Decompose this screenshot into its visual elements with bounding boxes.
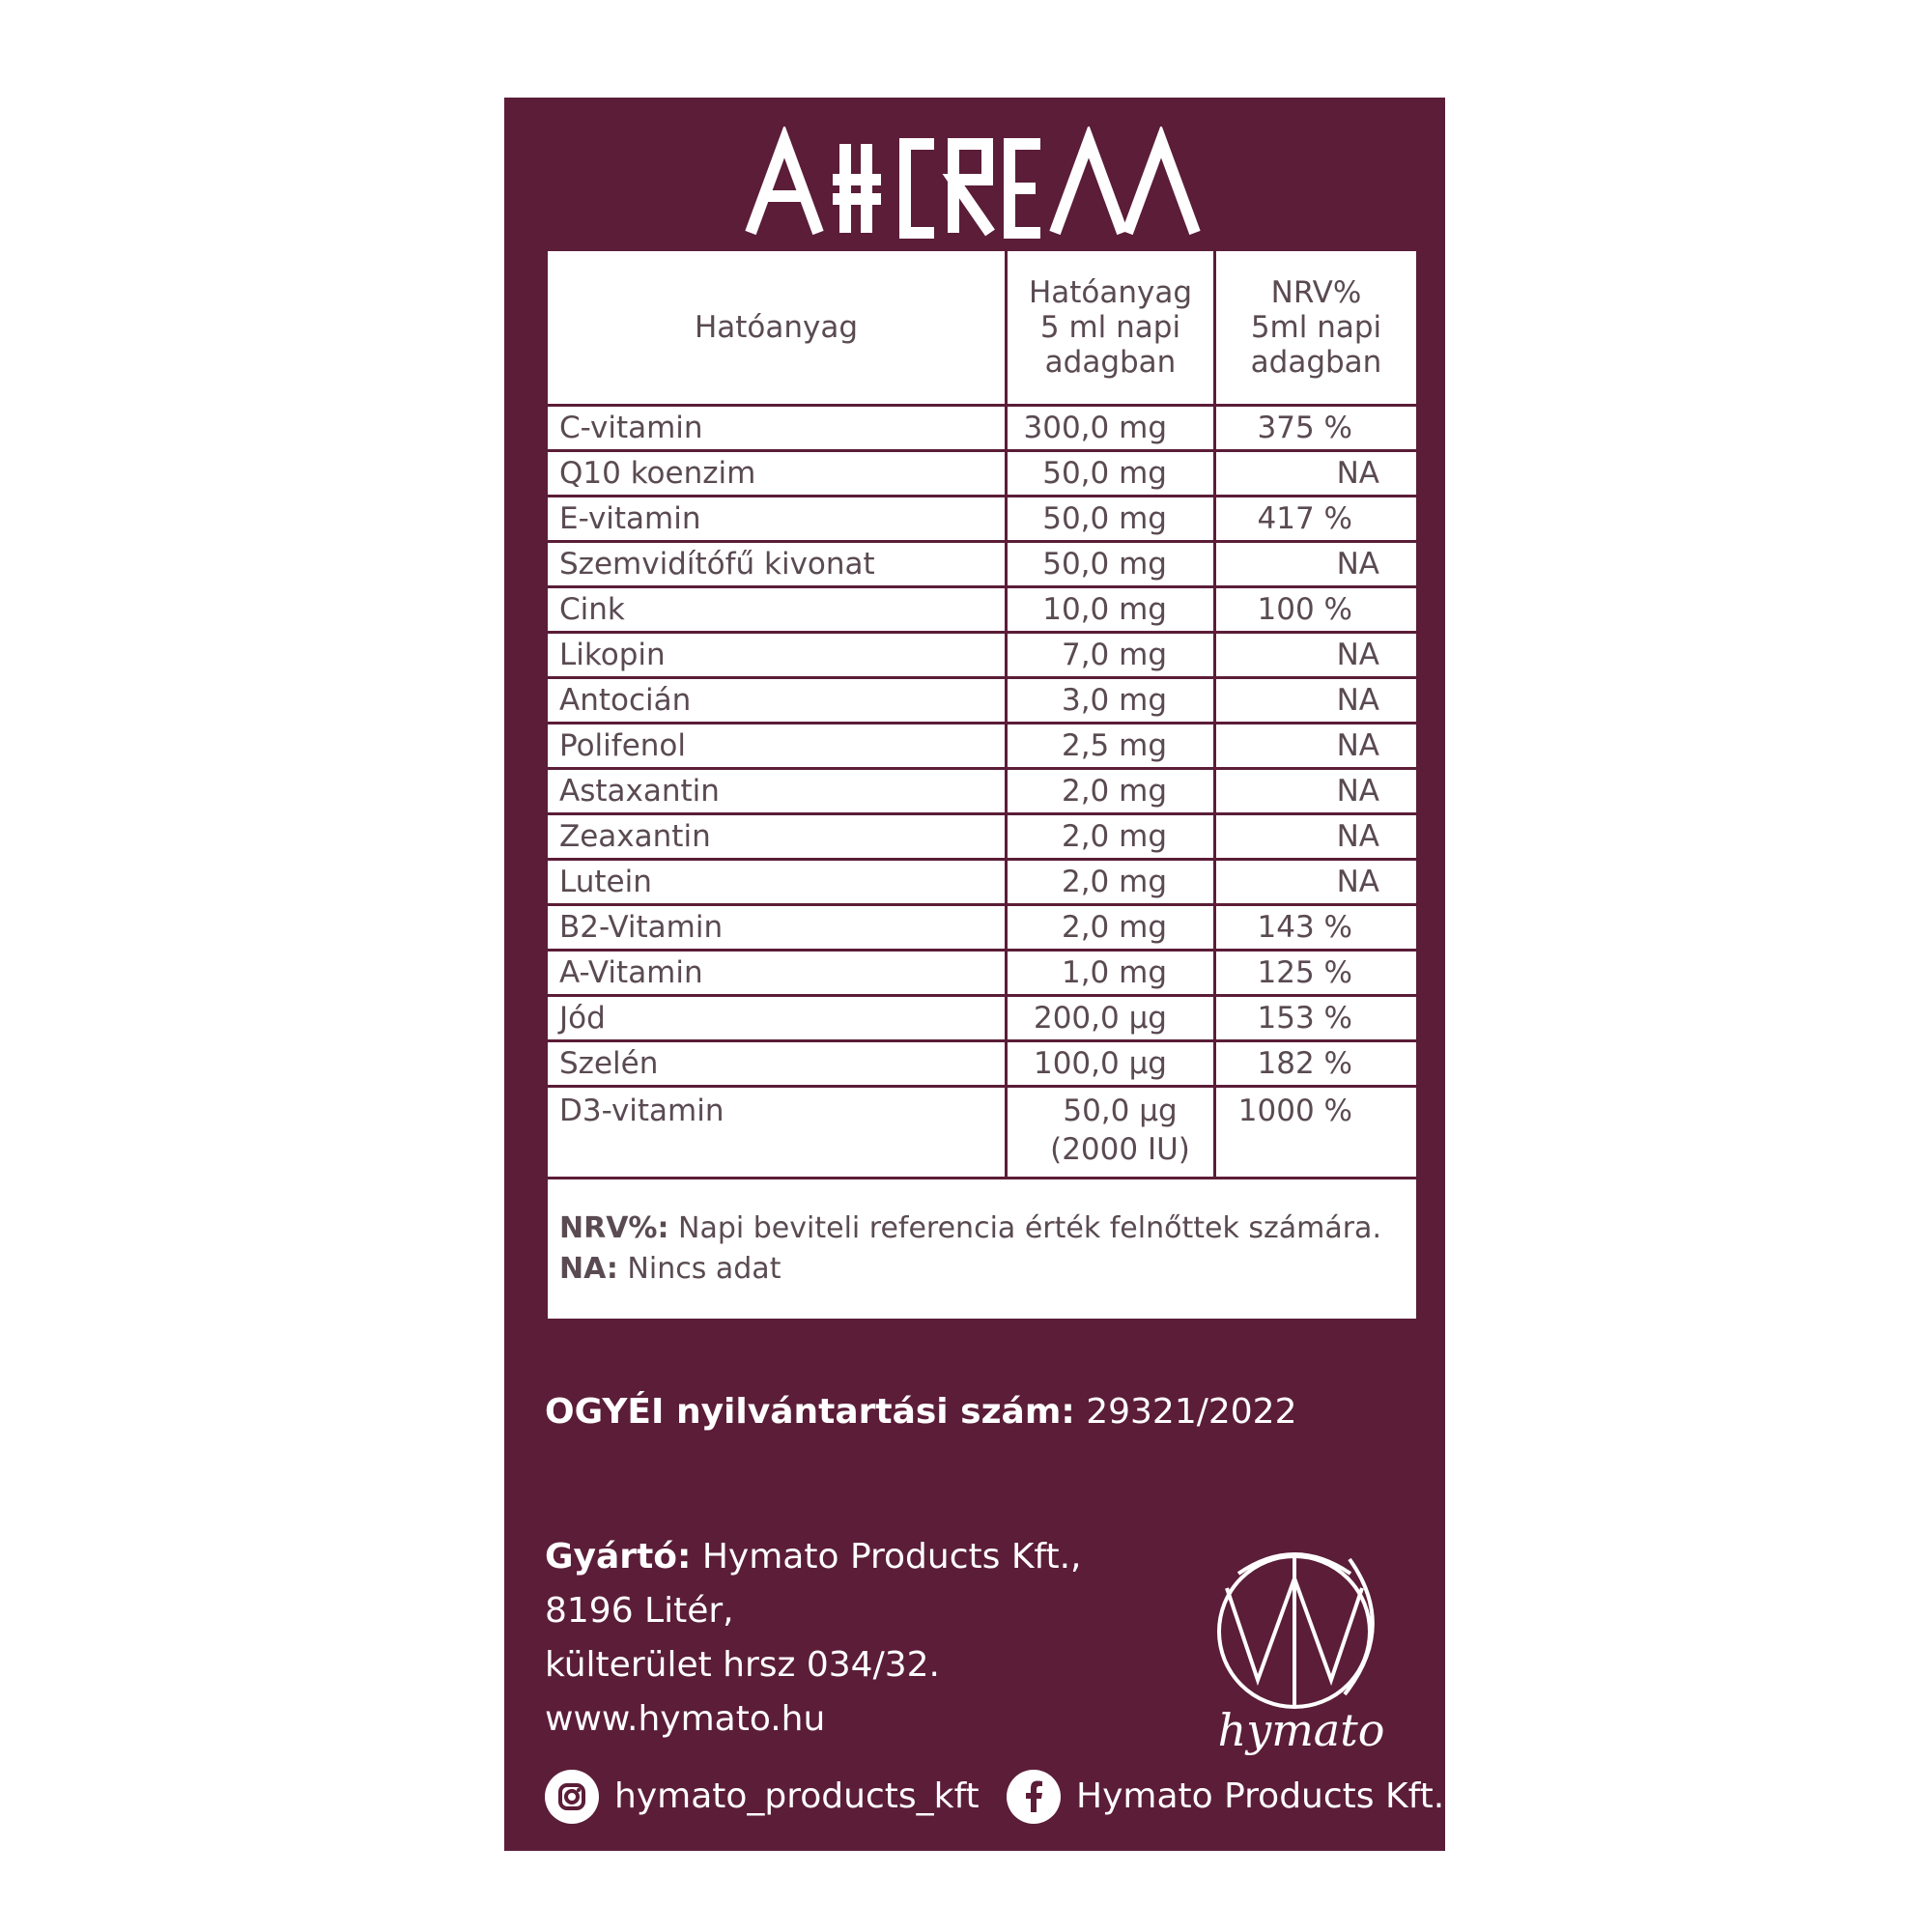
table-cell: NA bbox=[1215, 724, 1418, 769]
ahcream-logo bbox=[741, 127, 1205, 242]
table-cell: Zeaxantin bbox=[547, 814, 1007, 860]
table-cell: NA bbox=[1215, 814, 1418, 860]
table-cell: 7,0 mg bbox=[1007, 633, 1215, 678]
label-panel bbox=[504, 98, 1445, 1851]
website-link[interactable]: www.hymato.hu bbox=[545, 1699, 826, 1739]
table-cell: Antocián bbox=[547, 678, 1007, 724]
table-cell: 2,5 mg bbox=[1007, 724, 1215, 769]
table-row bbox=[547, 814, 1418, 860]
table-cell: E-vitamin bbox=[547, 497, 1007, 542]
table-cell: 100,0 µg bbox=[1007, 1041, 1215, 1087]
table-row bbox=[547, 860, 1418, 905]
table-row bbox=[547, 542, 1418, 587]
instagram-icon bbox=[545, 1770, 599, 1824]
table-cell: 2,0 mg bbox=[1007, 769, 1215, 814]
table-cell: 50,0 mg bbox=[1007, 451, 1215, 497]
manufacturer-info: Gyártó: Hymato Products Kft., 8196 Litér, külterület hrsz 034/32. www.hymato.hu bbox=[545, 1530, 1081, 1747]
svg-text:hymato: hymato bbox=[1217, 1704, 1385, 1756]
nutrition-table bbox=[545, 248, 1419, 1321]
table-cell: NA bbox=[1215, 769, 1418, 814]
table-cell: 2,0 mg bbox=[1007, 814, 1215, 860]
table-cell: 50,0 mg bbox=[1007, 497, 1215, 542]
table-cell: Lutein bbox=[547, 860, 1007, 905]
table-cell: Jód bbox=[547, 996, 1007, 1041]
table-row bbox=[547, 497, 1418, 542]
table-cell: 3,0 mg bbox=[1007, 678, 1215, 724]
table-header bbox=[547, 250, 1418, 406]
table-cell: NA bbox=[1215, 860, 1418, 905]
table-row bbox=[547, 1041, 1418, 1087]
table-cell: Polifenol bbox=[547, 724, 1007, 769]
table-row bbox=[547, 451, 1418, 497]
table-cell: C-vitamin bbox=[547, 406, 1007, 451]
table-cell: 50,0 mg bbox=[1007, 542, 1215, 587]
table-cell: 1,0 mg bbox=[1007, 951, 1215, 996]
table-cell: Astaxantin bbox=[547, 769, 1007, 814]
table-cell: 153 % bbox=[1215, 996, 1418, 1041]
table-row bbox=[547, 633, 1418, 678]
table-row bbox=[547, 951, 1418, 996]
table-cell: 1000 % bbox=[1215, 1087, 1418, 1179]
table-cell: 125 % bbox=[1215, 951, 1418, 996]
table-cell: Szemvidítófű kivonat bbox=[547, 542, 1007, 587]
facebook-link[interactable]: Hymato Products Kft. bbox=[1007, 1769, 1444, 1823]
table-row bbox=[547, 406, 1418, 451]
table-cell: D3-vitamin bbox=[547, 1087, 1007, 1179]
table-cell: 10,0 mg bbox=[1007, 587, 1215, 633]
header-nrv: NRV% 5ml napi adagban bbox=[1215, 250, 1418, 406]
table-row bbox=[547, 996, 1418, 1041]
table-row bbox=[547, 905, 1418, 951]
table-row bbox=[547, 724, 1418, 769]
table-cell: NA bbox=[1215, 678, 1418, 724]
table-cell: 143 % bbox=[1215, 905, 1418, 951]
table-cell: B2-Vitamin bbox=[547, 905, 1007, 951]
table-cell: 300,0 mg bbox=[1007, 406, 1215, 451]
table-cell: Cink bbox=[547, 587, 1007, 633]
table-cell: 2,0 mg bbox=[1007, 860, 1215, 905]
table-cell: 100 % bbox=[1215, 587, 1418, 633]
table-cell: 375 % bbox=[1215, 406, 1418, 451]
table-cell: 50,0 µg (2000 IU) bbox=[1007, 1087, 1215, 1179]
table-cell: NA bbox=[1215, 542, 1418, 587]
table-cell: NRV%: Napi beviteli referencia érték felnőttek számára. NA: Nincs adat bbox=[547, 1179, 1418, 1321]
table-cell: NA bbox=[1215, 633, 1418, 678]
table-row bbox=[547, 587, 1418, 633]
facebook-icon bbox=[1007, 1770, 1061, 1824]
table-cell: A-Vitamin bbox=[547, 951, 1007, 996]
header-amount: Hatóanyag 5 ml napi adagban bbox=[1007, 250, 1215, 406]
table-cell: Likopin bbox=[547, 633, 1007, 678]
table-cell: 200,0 µg bbox=[1007, 996, 1215, 1041]
instagram-link[interactable]: hymato_products_kft bbox=[545, 1769, 980, 1823]
table-row bbox=[547, 1087, 1418, 1179]
registration-number: OGYÉI nyilvántartási szám: 29321/2022 bbox=[545, 1392, 1297, 1432]
hymato-logo bbox=[1180, 1535, 1422, 1776]
table-footnote bbox=[547, 1179, 1418, 1321]
table-cell: 182 % bbox=[1215, 1041, 1418, 1087]
table-cell: 417 % bbox=[1215, 497, 1418, 542]
header-active-ingredient: Hatóanyag bbox=[547, 250, 1007, 406]
table-cell: 2,0 mg bbox=[1007, 905, 1215, 951]
table-cell: Szelén bbox=[547, 1041, 1007, 1087]
table-cell: NA bbox=[1215, 451, 1418, 497]
table-cell: Q10 koenzim bbox=[547, 451, 1007, 497]
table-row bbox=[547, 769, 1418, 814]
table-row bbox=[547, 678, 1418, 724]
